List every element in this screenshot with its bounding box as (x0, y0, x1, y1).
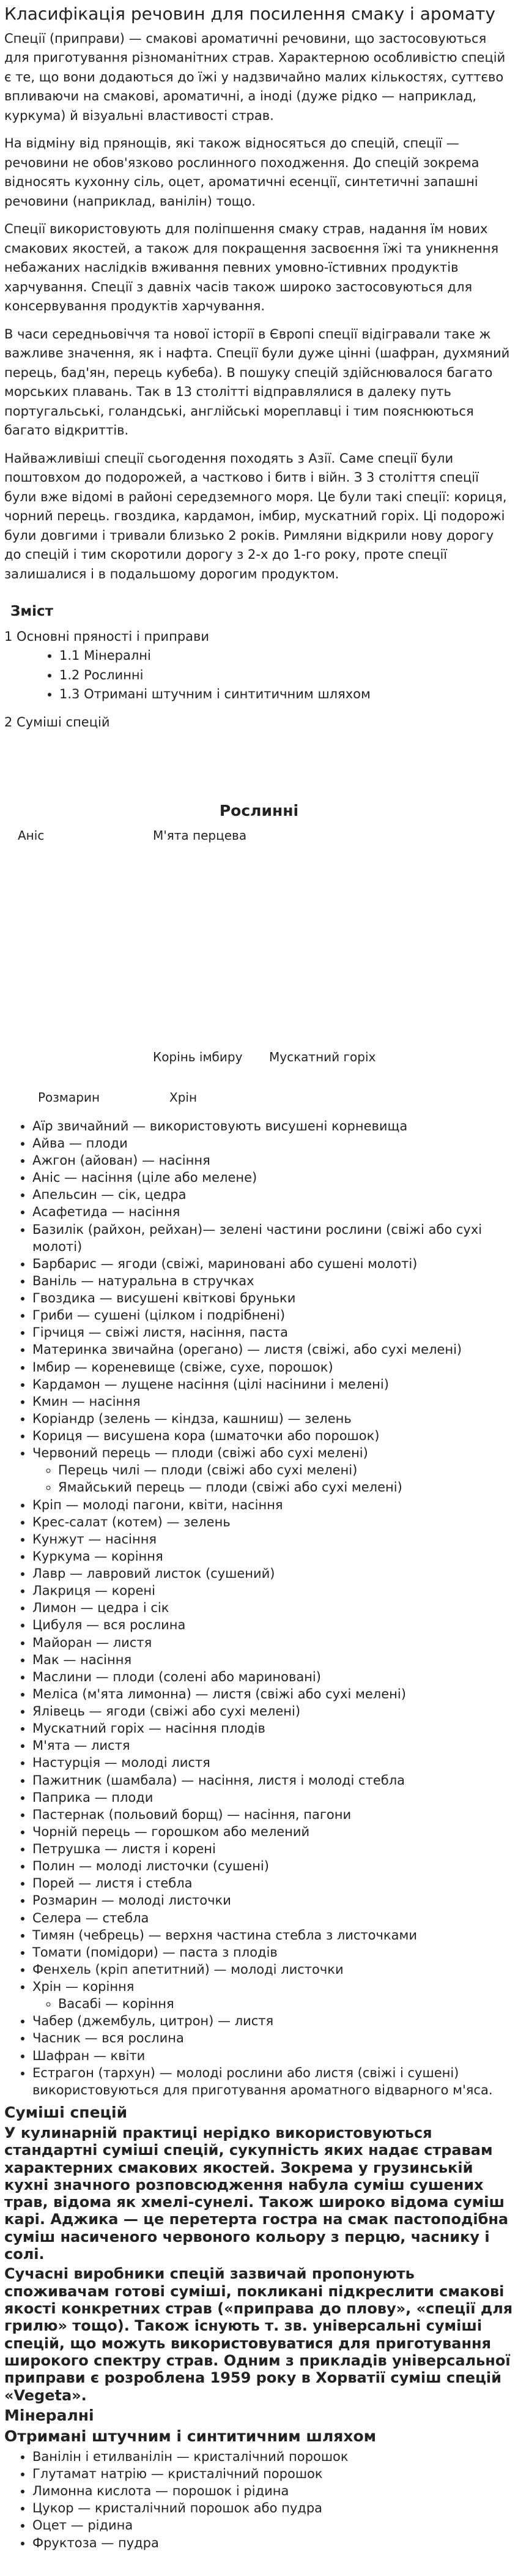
list-item: • Базилік (райхон, рейхан)— зелені частини рослини (свіжі або сухі молоті) (32, 1221, 514, 1255)
table-of-contents (4, 601, 514, 732)
gallery-caption-anise: Аніс (18, 827, 45, 843)
gallery-caption-peppermint: М'ята перцева (153, 827, 247, 843)
list-item: • Шафран — квіти (32, 2047, 514, 2064)
list-item: • Материнка звичайна (орегано) — листя (свіжі, або сухі мелені) (32, 1341, 514, 1358)
section-heading-synthetic: Отримані штучним і синтитичним шляхом (4, 2427, 377, 2445)
section-heading-mixes: Суміші спецій (4, 2103, 128, 2121)
list-item: • Естрагон (тархун) — молоді рослини або листя (свіжі і сушені) використовуються для приготування ароматного відварного м'яса. (32, 2064, 514, 2099)
toc-item-main-spices[interactable]: 1 Основні пряності і приправи (4, 629, 210, 644)
toc-sublist (4, 646, 514, 704)
gallery-caption-horseradish: Хрін (169, 1089, 198, 1105)
intro-paragraph: В часи середньовіччя та нової історії в Європі спеції відігравали таке ж важливе значення, як і нафта. Спеції були дуже цінні (шафран, духмяний перець, бад'ян, перець кубеба). В пошуку спецій здійснювалося багато морських плавань. Так в 13 столітті відправлялися в далеку путь португальські, голандські, англійські мореплавці і тим пояснюються багато відкриттів. (4, 326, 510, 438)
list-item: • М'ята — листя (32, 1737, 514, 1754)
list-item: • Асафетида — насіння (32, 1203, 514, 1220)
list-item: • Петрушка — листя і корені (32, 1840, 514, 1857)
intro (4, 29, 514, 584)
section-heading-minerals: Мінералні (4, 2406, 94, 2424)
list-item: • Ваніль — натуральна в стручках (32, 1272, 514, 1290)
list-item: • Порей — листя і стебла (32, 1875, 514, 1892)
list-item: • Меліса (м'ята лимонна) — листя (свіжі або сухі мелені) (32, 1686, 514, 1703)
list-item: • Лавр — лавровий листок (сушений) (32, 1565, 514, 1582)
list-item: • Чорній перець — горошком або мелений (32, 1823, 514, 1840)
gallery-caption-rosemary: Розмарин (38, 1089, 100, 1105)
toc-item-minerals[interactable]: • 1.1 Мінералні (59, 646, 514, 666)
list-item: • Маслини — плоди (солені або мариновані) (32, 1668, 514, 1686)
list-item: • Кориця — висушена кора (шматочки або порошок) (32, 1427, 514, 1444)
gallery-title: Рослинні (219, 802, 299, 820)
list-item: • Пастернак (польовий борщ) — насіння, пагони (32, 1806, 514, 1823)
page-title: Класифікація речовин для посилення смаку і аромату (4, 4, 495, 24)
image-gallery (4, 826, 514, 1108)
toc-heading: Зміст (10, 603, 53, 620)
toc-item-synthetic[interactable]: • 1.3 Отримані штучним і синтитичним шляхом (59, 685, 514, 704)
intro-paragraph: На відміну від прянощів, які також відносяться до спецій, спеції — речовини не обов'язково рослинного походження. До спецій зокрема відносять кухонну сіль, оцет, ароматичні есенції, синтетичні запашні речовини (наприклад, ванілін) тощо. (4, 136, 479, 209)
list-item (32, 1978, 514, 2012)
list-item: • Ванілін і етилванілін — кристалічний порошок (32, 2448, 514, 2465)
list-item: • Крес-салат (котем) — зелень (32, 1514, 514, 1531)
list-item: ◦ Васабі — коріння (58, 1995, 514, 2012)
list-item: ◦ Перець чилі — плоди (свіжі або сухі мелені) (58, 1462, 514, 1479)
list-item: • Пажитник (шамбала) — насіння, листя і молоді стебла (32, 1772, 514, 1789)
list-item: • Аїр звичайний — використовують висушені корневища (32, 1118, 514, 1135)
list-item: • Коріандр (зелень — кіндза, кашниш) — зелень (32, 1410, 514, 1427)
list-item-text: Червоний перець — плоди (свіжі або сухі мелені) (32, 1446, 368, 1461)
list-item: ◦ Ямайський перець — плоди (свіжі або сухі мелені) (58, 1479, 514, 1496)
pepper-sublist (32, 1462, 514, 1496)
list-item: • Фенхель (кріп апетитний) — молоді листочки (32, 1961, 514, 1978)
gallery-caption-ginger-root: Корінь імбиру (153, 1049, 243, 1064)
list-item: • Ялівець — ягоди (свіжі або сухі мелені) (32, 1703, 514, 1720)
list-item: • Лакриця — корені (32, 1582, 514, 1599)
list-item: • Томати (помідори) — паста з плодів (32, 1944, 514, 1961)
list-item-text: Хрін — коріння (32, 1979, 135, 1995)
intro-paragraph: Спеції використовують для поліпшення смаку страв, надання їм нових смакових якостей, а також для покращення засвоєння їжі та уникнення небажаних наслідків вживання певних умовно-їстивних продуктів харчування. Спеції з давніх часів також широко застосовуються для консервування продуктів харчування. (4, 222, 499, 314)
plant-spice-list (4, 1118, 514, 2099)
list-item: • Лимон — цедра і сік (32, 1599, 514, 1616)
list-item: • Імбир — кореневище (свіже, сухе, порошок) (32, 1359, 514, 1376)
list-item: • Тимян (чебрець) — верхня частина стебла з листочками (32, 1927, 514, 1944)
intro-paragraph: Найважливіші спеції сьогодення походять з Азії. Саме спеції були поштовхом до подорожей, а частково і битв і війн. З 3 століття спеції були вже відомі в районі середземного моря. Це були такі спеції: кориця, чорний перець. гвоздика, кардамон, імбир, мускатний горіх. Ці подорожі були довгими і тривали близько 2 років. Римляни відкрили нову дорогу до спецій і тим скоротили дорогу з 2-х до 1-го року, проте спеції залишалися і в подальшому дорогим продуктом. (4, 450, 507, 581)
list-item: • Гірчиця — свіжі листя, насіння, паста (32, 1324, 514, 1341)
intro-paragraph: Спеції (приправи) — смакові ароматичні речовини, що застосовуються для приготування різноманітних страв. Характерною особливістю спецій є те, що вони додаються до їжі у надзвичайно малих кількостях, суттєво впливаючи на смакові, ароматичні, а іноді (дуже рідко — наприклад, куркума) й візуальні властивості страв. (4, 31, 506, 123)
list-item: • Цибуля — вся рослина (32, 1616, 514, 1633)
list-item: • Аніс — насіння (ціле або мелене) (32, 1169, 514, 1186)
synthetic-list (4, 2448, 514, 2552)
list-item: • Кунжут — насіння (32, 1531, 514, 1548)
list-item: • Гвоздика — висушені квіткові бруньки (32, 1290, 514, 1307)
list-item: • Майоран — листя (32, 1634, 514, 1651)
list-item: • Апельсин — сік, цедра (32, 1186, 514, 1203)
list-item: • Мак — насіння (32, 1651, 514, 1668)
list-item: • Полин — молоді листочки (сушені) (32, 1857, 514, 1875)
list-item: • Цукор — кристалічний порошок або пудра (32, 2499, 514, 2517)
list-item: • Оцет — рідина (32, 2517, 514, 2534)
horseradish-sublist (32, 1995, 514, 2012)
list-item (32, 1444, 514, 1496)
list-item: • Кардамон — лущене насіння (цілі насінини і мелені) (32, 1376, 514, 1393)
list-item: • Часник — вся рослина (32, 2029, 514, 2047)
list-item: • Ажгон (айован) — насіння (32, 1152, 514, 1169)
list-item: • Кмин — насіння (32, 1393, 514, 1410)
mixes-paragraph: У кулинарній практиці нерідко використовуються стандартні суміші спецій, сукупність яких надає стравам характерних смакових якостей. Зокрема у грузинській кухні значного розповсюдження набула суміш сушених трав, відома як хмелі-сунелі. Також широко відома суміш карі. Аджика — це перетерта гостра на смак пастоподібна суміш насиченого червоного кольору з перцю, часнику і солі. (4, 2124, 509, 2263)
list-item: • Гриби — сушені (цілком і подрібнені) (32, 1307, 514, 1324)
list-item: • Мускатний горіх — насіння плодів (32, 1720, 514, 1737)
list-item: • Настурція — молоді листя (32, 1754, 514, 1771)
list-item: • Селера — стебла (32, 1910, 514, 1927)
list-item: • Куркума — коріння (32, 1548, 514, 1565)
list-item: • Фруктоза — пудра (32, 2534, 514, 2552)
list-item: • Чабер (джембуль, цитрон) — листя (32, 2012, 514, 2029)
list-item: • Кріп — молоді пагони, квіти, насіння (32, 1496, 514, 1514)
toc-item-mixes[interactable]: 2 Суміші спецій (4, 714, 110, 730)
list-item: • Розмарин — молоді листочки (32, 1892, 514, 1909)
toc-item-plants[interactable]: • 1.2 Рослинні (59, 666, 514, 685)
list-item: • Глутамат натрію — кристалічний порошок (32, 2465, 514, 2482)
gallery-caption-nutmeg: Мускатний горіх (269, 1049, 376, 1064)
list-item: • Барбарис — ягоди (свіжі, мариновані або сушені молоті) (32, 1255, 514, 1272)
list-item: • Айва — плоди (32, 1135, 514, 1152)
list-item: • Лимонна кислота — порошок і рідина (32, 2482, 514, 2499)
list-item: • Паприка — плоди (32, 1789, 514, 1806)
mixes-paragraph: Сучасні виробники спецій зазвичай пропонують споживачам готові суміші, покликані підкреслити смакові якості конкретних страв («приправа до плову», «спеції для грилю» тощо). Також існують т. зв. універсальні суміші спецій, що можуть використовуватися для приготування широкого спектру страв. Одним з прикладів універсальної приправи є розроблена 1959 року в Хорватії суміш спецій «Vegeta». (4, 2265, 513, 2404)
